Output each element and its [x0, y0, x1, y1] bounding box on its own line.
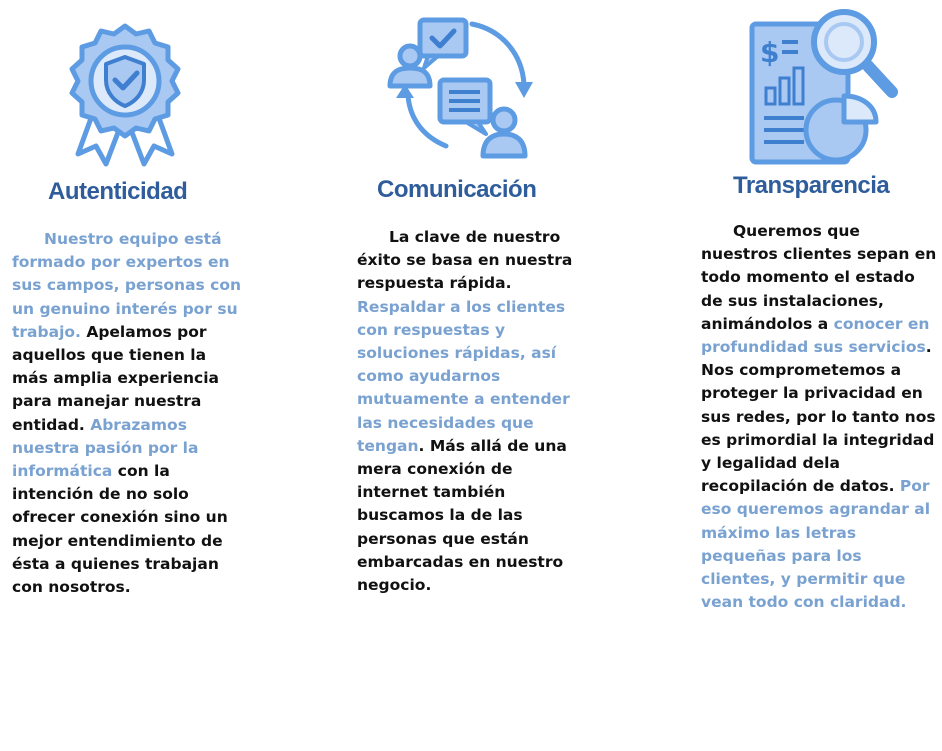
award-badge-shield-icon — [60, 22, 190, 170]
column-text — [357, 226, 577, 597]
text-segment: Queremos que nuestros clientes sepan en todo momento el estado de sus instalaciones, animándolos a — [701, 222, 937, 333]
financial-report-magnifier-icon — [748, 6, 902, 168]
text-segment: . Nos comprometemos a proteger la privacidad en sus redes, por lo tanto nos es primordial la integridad y legalidad dela recopilación de datos. — [701, 338, 936, 496]
column-title: Autenticidad — [48, 178, 188, 205]
column-text — [701, 220, 939, 614]
text-segment: Abrazamos nuestra pasión por la informática — [12, 415, 199, 481]
text-segment: conocer en profundidad sus servicios — [701, 314, 930, 357]
column-title: Comunicación — [377, 176, 537, 203]
svg-text:$: $ — [760, 36, 780, 69]
text-segment: Por eso queremos agrandar al máximo las letras pequeñas para los clientes, y permitir que vean todo con claridad. — [701, 477, 931, 612]
text-segment: . Más allá de una mera conexión de internet también buscamos la de las personas que están embarcadas en nuestro negocio. — [357, 436, 567, 595]
communication-chat-icon — [384, 14, 534, 162]
text-segment: La clave de nuestro éxito se basa en nuestra respuesta rápida. — [357, 228, 573, 293]
column-text — [12, 228, 244, 599]
text-segment: Nuestro equipo está formado por expertos en sus campos, personas con un genuino interés por su trabajo. — [12, 230, 242, 341]
text-segment: con la intención de no solo ofrecer conexión sino un mejor entendimiento de ésta a quienes trabajan con nosotros. — [12, 462, 228, 597]
text-segment: Apelamos por aquellos que tienen la más amplia experiencia para manejar nuestra entidad. — [12, 322, 220, 434]
column-title: Transparencia — [733, 172, 890, 199]
text-segment: Respaldar a los clientes con respuestas y soluciones rápidas, así como ayudarnos mutuamente a entender las necesidades que tengan — [357, 297, 570, 455]
